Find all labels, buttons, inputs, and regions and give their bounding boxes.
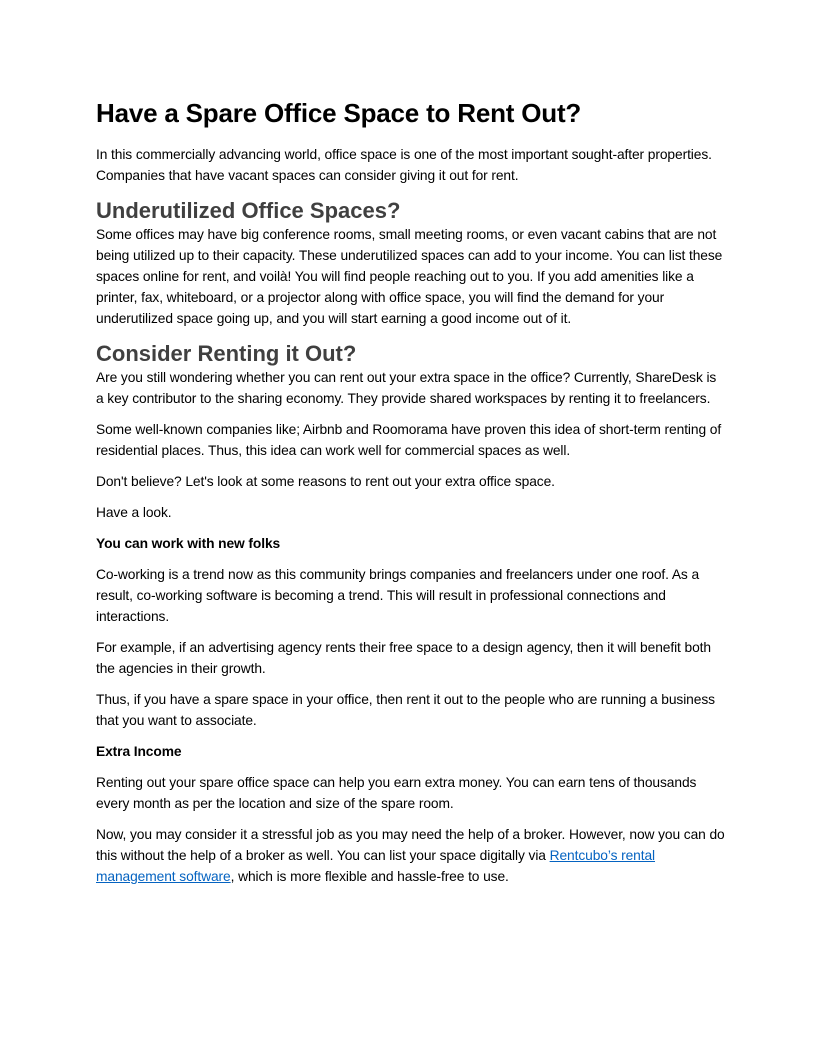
section-heading-underutilized: Underutilized Office Spaces? bbox=[96, 198, 401, 223]
extra-income-text-before-link: Now, you may consider it a stressful job as you may need the help of a broker. However, now you can do this without the help of a broker as well. You can list your space digitally via bbox=[96, 827, 725, 863]
renting-paragraph-2: Some well-known companies like; Airbnb and Roomorama have proven this idea of short-term renting of residential places. Thus, this idea can work well for commercial spaces as well. bbox=[96, 422, 722, 458]
document-page bbox=[96, 96, 726, 897]
subheading-extra-income: Extra Income bbox=[96, 744, 182, 759]
page-title: Have a Spare Office Space to Rent Out? bbox=[96, 98, 582, 128]
renting-paragraph-4: Have a look. bbox=[96, 505, 172, 520]
subheading-new-folks: You can work with new folks bbox=[96, 536, 281, 551]
rentcubo-software-link[interactable]: Rentcubo’s rental management software bbox=[96, 848, 656, 884]
new-folks-paragraph-2: For example, if an advertising agency rents their free space to a design agency, then it will benefit both the agencies in their growth. bbox=[96, 640, 711, 676]
extra-income-paragraph-1: Renting out your spare office space can help you earn extra money. You can earn tens of thousands every month as per the location and size of the spare room. bbox=[96, 775, 697, 811]
renting-paragraph-1: Are you still wondering whether you can rent out your extra space in the office? Currently, ShareDesk is a key contributor to the sharing economy. They provide shared workspaces by renting it to freelancers. bbox=[96, 370, 717, 406]
section-heading-renting: Consider Renting it Out? bbox=[96, 341, 357, 366]
new-folks-paragraph-3: Thus, if you have a spare space in your office, then rent it out to the people who are running a business that you want to associate. bbox=[96, 692, 715, 728]
renting-paragraph-3: Don't believe? Let's look at some reasons to rent out your extra office space. bbox=[96, 474, 555, 489]
extra-income-paragraph-2 bbox=[96, 824, 726, 887]
underutilized-paragraph: Some offices may have big conference rooms, small meeting rooms, or even vacant cabins that are not being utilized up to their capacity. These underutilized spaces can add to your income. You can list these spaces online for rent, and voilà! You will find people reaching out to you. If you add amenities like a printer, fax, whiteboard, or a projector along with office space, you will find the demand for your underutilized space going up, and you will start earning a good income out of it. bbox=[96, 227, 723, 326]
new-folks-paragraph-1: Co-working is a trend now as this community brings companies and freelancers under one roof. As a result, co-working software is becoming a trend. This will result in professional connections and interactions. bbox=[96, 567, 700, 624]
extra-income-text-after-link: , which is more flexible and hassle-free to use. bbox=[230, 869, 509, 884]
intro-paragraph: In this commercially advancing world, office space is one of the most important sought-after properties. Companies that have vacant spaces can consider giving it out for rent. bbox=[96, 147, 712, 183]
